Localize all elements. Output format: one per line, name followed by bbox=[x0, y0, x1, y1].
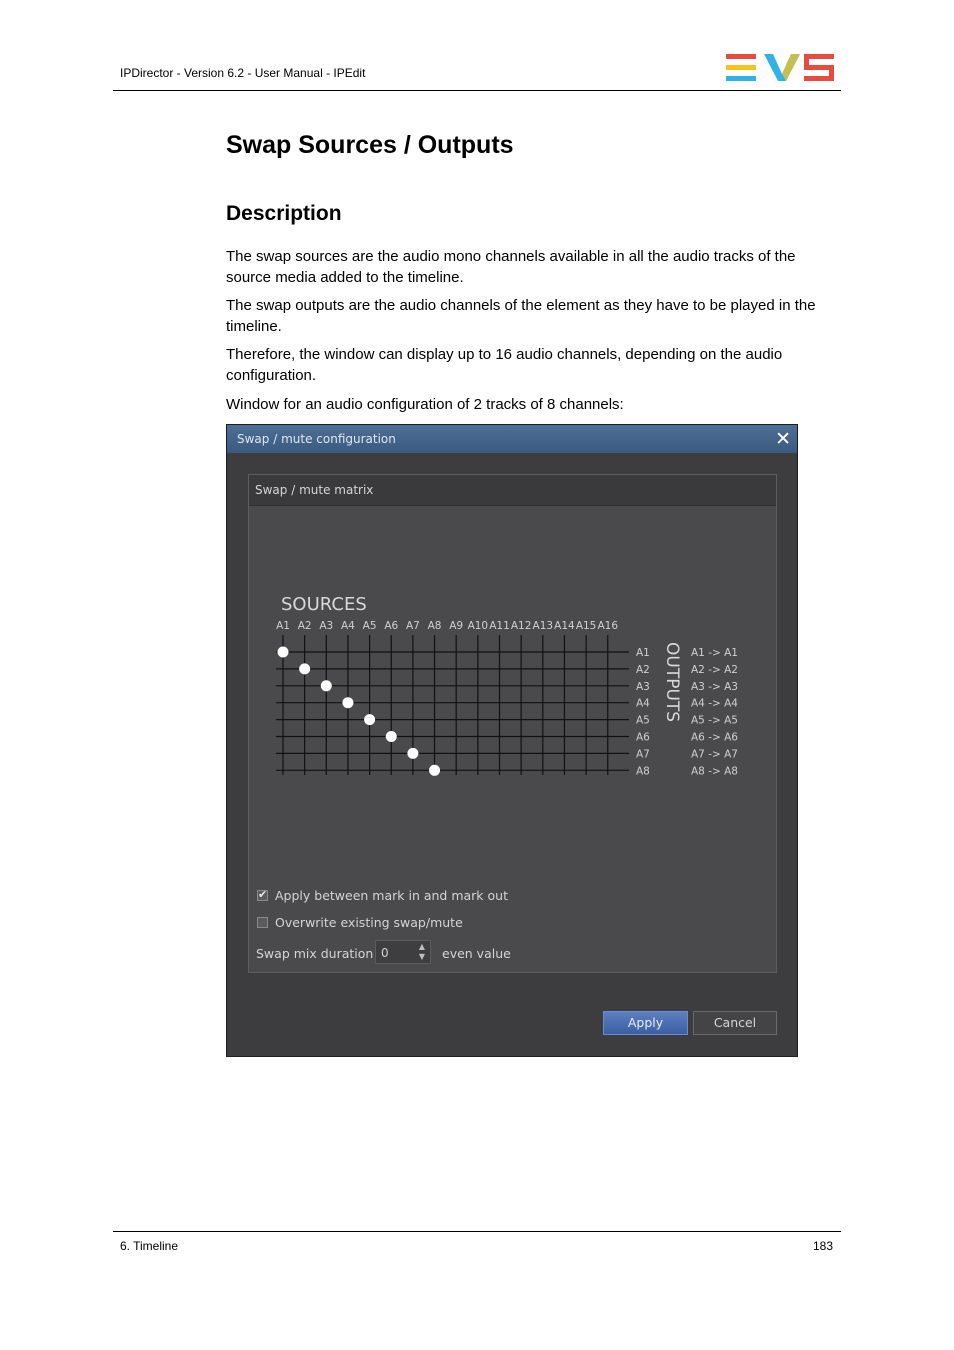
output-label: A3 bbox=[636, 680, 650, 693]
source-label: A4 bbox=[341, 620, 355, 632]
connection-point[interactable] bbox=[342, 697, 353, 708]
source-label: A12 bbox=[510, 620, 532, 632]
footer-chapter: 6. Timeline bbox=[120, 1239, 179, 1253]
mapping-label: A7 -> A7 bbox=[691, 748, 738, 761]
swap-mix-duration-stepper[interactable] bbox=[375, 940, 431, 964]
stepper-arrows[interactable] bbox=[416, 942, 428, 962]
source-labels bbox=[276, 620, 618, 632]
source-label: A6 bbox=[384, 620, 399, 632]
chevron-down-icon[interactable]: ▼ bbox=[418, 952, 426, 961]
cancel-button[interactable]: Cancel bbox=[693, 1011, 777, 1035]
sources-label: SOURCES bbox=[281, 594, 367, 615]
swap-mute-dialog bbox=[226, 424, 798, 1057]
mapping-label: A1 -> A1 bbox=[691, 647, 738, 659]
apply-between-label: Apply between mark in and mark out bbox=[275, 888, 508, 903]
panel-title: Swap / mute matrix bbox=[255, 483, 374, 497]
connection-point[interactable] bbox=[386, 731, 397, 742]
mapping-label: A8 -> A8 bbox=[691, 765, 738, 778]
page-number: 183 bbox=[812, 1239, 833, 1253]
source-label: A7 bbox=[405, 620, 420, 632]
swap-matrix[interactable] bbox=[249, 475, 776, 895]
apply-between-checkbox[interactable] bbox=[257, 890, 268, 901]
overwrite-checkbox[interactable] bbox=[257, 917, 268, 928]
output-labels bbox=[636, 647, 650, 777]
output-label: A7 bbox=[636, 748, 650, 761]
chevron-up-icon[interactable]: ▲ bbox=[418, 942, 426, 951]
connection-point[interactable] bbox=[299, 663, 310, 674]
swap-mute-matrix-panel bbox=[248, 474, 777, 973]
source-label: A2 bbox=[297, 620, 312, 632]
mapping-label: A4 -> A4 bbox=[691, 697, 738, 710]
swap-mix-note: even value bbox=[442, 946, 511, 961]
output-label: A2 bbox=[636, 663, 650, 676]
overwrite-row[interactable] bbox=[257, 915, 463, 930]
apply-button[interactable]: Apply bbox=[603, 1011, 688, 1035]
swap-mix-label: Swap mix duration bbox=[256, 946, 374, 961]
mapping-label: A2 -> A2 bbox=[691, 663, 738, 676]
source-label: A13 bbox=[532, 620, 554, 632]
connection-point[interactable] bbox=[364, 714, 375, 725]
overwrite-label: Overwrite existing swap/mute bbox=[275, 915, 463, 930]
header-doc-title: IPDirector - Version 6.2 - User Manual - IPEdit bbox=[120, 66, 366, 80]
apply-between-row[interactable] bbox=[257, 888, 508, 903]
evs-logo bbox=[726, 54, 834, 82]
connection-points[interactable] bbox=[278, 647, 441, 776]
paragraph: The swap sources are the audio mono channels available in all the audio tracks of the source media added to the timeline. bbox=[226, 248, 796, 286]
outputs-label: OUTPUTS bbox=[662, 642, 682, 723]
output-label: A6 bbox=[636, 731, 650, 744]
output-label: A1 bbox=[636, 647, 650, 659]
source-label: A3 bbox=[319, 620, 334, 632]
mapping-label: A3 -> A3 bbox=[691, 680, 738, 693]
connection-point[interactable] bbox=[407, 748, 418, 759]
section-title: Description bbox=[226, 202, 342, 225]
dialog-titlebar[interactable] bbox=[227, 425, 797, 453]
header-rule bbox=[113, 90, 841, 91]
connection-point[interactable] bbox=[278, 647, 289, 658]
paragraph: The swap outputs are the audio channels of the element as they have to be played in the timeline. bbox=[226, 297, 816, 335]
source-label: A10 bbox=[467, 620, 489, 632]
page-title: Swap Sources / Outputs bbox=[226, 131, 514, 159]
paragraph: Therefore, the window can display up to 16 audio channels, depending on the audio configuration. bbox=[226, 346, 783, 384]
footer-rule bbox=[113, 1231, 841, 1232]
output-label: A8 bbox=[636, 765, 650, 778]
mapping-label: A6 -> A6 bbox=[691, 731, 738, 744]
swap-mix-value[interactable]: 0 bbox=[381, 946, 389, 960]
connection-point[interactable] bbox=[429, 765, 440, 776]
source-label: A14 bbox=[554, 620, 575, 632]
paragraph: Window for an audio configuration of 2 tracks of 8 channels: bbox=[226, 396, 624, 413]
source-label: A16 bbox=[597, 620, 619, 632]
connection-point[interactable] bbox=[321, 680, 332, 691]
dialog-title: Swap / mute configuration bbox=[237, 432, 396, 446]
source-label: A5 bbox=[362, 620, 377, 632]
output-label: A4 bbox=[636, 697, 650, 710]
source-label: A9 bbox=[449, 620, 464, 632]
source-label: A8 bbox=[427, 620, 442, 632]
output-label: A5 bbox=[636, 714, 650, 727]
source-label: A11 bbox=[489, 620, 510, 632]
mapping-labels bbox=[691, 647, 738, 777]
close-icon[interactable]: ✕ bbox=[775, 428, 791, 450]
source-label: A15 bbox=[575, 620, 597, 632]
mapping-label: A5 -> A5 bbox=[691, 714, 738, 727]
source-label: A1 bbox=[276, 620, 290, 632]
matrix-grid bbox=[276, 635, 629, 775]
